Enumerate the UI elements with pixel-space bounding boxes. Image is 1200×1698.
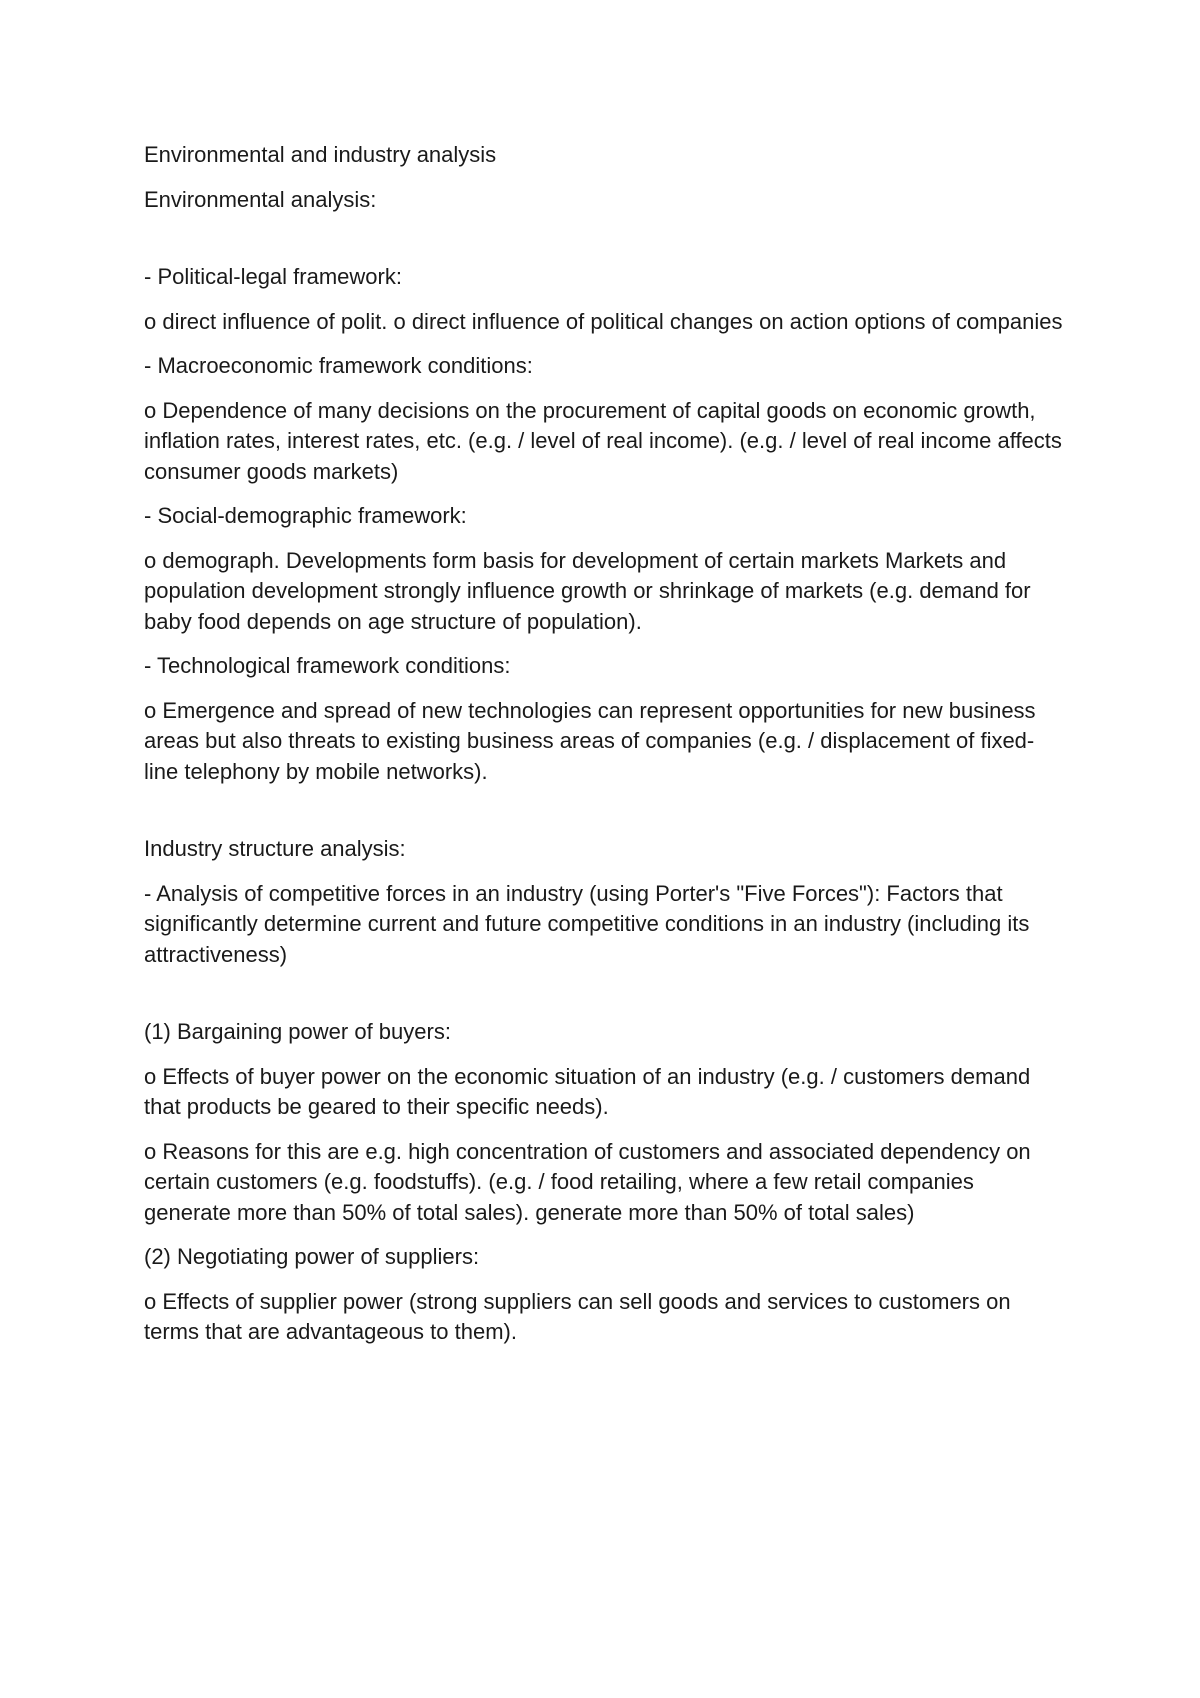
macroeconomic-point: o Dependence of many decisions on the procurement of capital goods on economic growth, inflation rates, interest rates, etc. (e.g. / level of real income). (e.g. / level of real income affects consumer goods markets) (144, 397, 1062, 484)
buyers-power-point-2: o Reasons for this are e.g. high concentration of customers and associated dependency on certain customers (e.g. foodstuffs). (e.g. / food retailing, where a few retail companies generate more than 50% of total sales). generate more than 50% of total sales) (144, 1138, 1031, 1225)
social-demographic-heading: - Social-demographic framework: (144, 503, 467, 528)
industry-structure-heading: Industry structure analysis: (144, 836, 406, 861)
buyers-power-point-1: o Effects of buyer power on the economic situation of an industry (e.g. / customers demand that products be geared to their specific needs). (144, 1063, 1031, 1119)
suppliers-power-heading: (2) Negotiating power of suppliers: (144, 1244, 480, 1269)
environmental-analysis-heading: Environmental analysis: (144, 186, 377, 212)
social-demographic-point: o demograph. Developments form basis for development of certain markets Markets and population development strongly influence growth or shrinkage of markets (e.g. demand for baby food depends on age structure of population). (144, 547, 1031, 634)
buyers-power-heading: (1) Bargaining power of buyers: (144, 1019, 451, 1044)
document-page (144, 140, 1064, 1362)
technological-heading: - Technological framework conditions: (144, 653, 511, 678)
macroeconomic-heading: - Macroeconomic framework conditions: (144, 353, 533, 378)
document-title: Environmental and industry analysis (144, 142, 497, 167)
industry-structure-point: - Analysis of competitive forces in an industry (using Porter's "Five Forces"): Factors that significantly determine current and future competitive conditions in an industry (including its attractiveness) (144, 880, 1030, 967)
suppliers-power-point: o Effects of supplier power (strong suppliers can sell goods and services to customers on terms that are advantageous to them). (144, 1288, 1011, 1344)
political-legal-heading: - Political-legal framework: (144, 264, 402, 289)
political-legal-point: o direct influence of polit. o direct influence of political changes on action options of companies (144, 308, 1063, 334)
technological-point: o Emergence and spread of new technologies can represent opportunities for new business areas but also threats to existing business areas of companies (e.g. / displacement of fixed-line telephony by mobile networks). (144, 697, 1036, 784)
